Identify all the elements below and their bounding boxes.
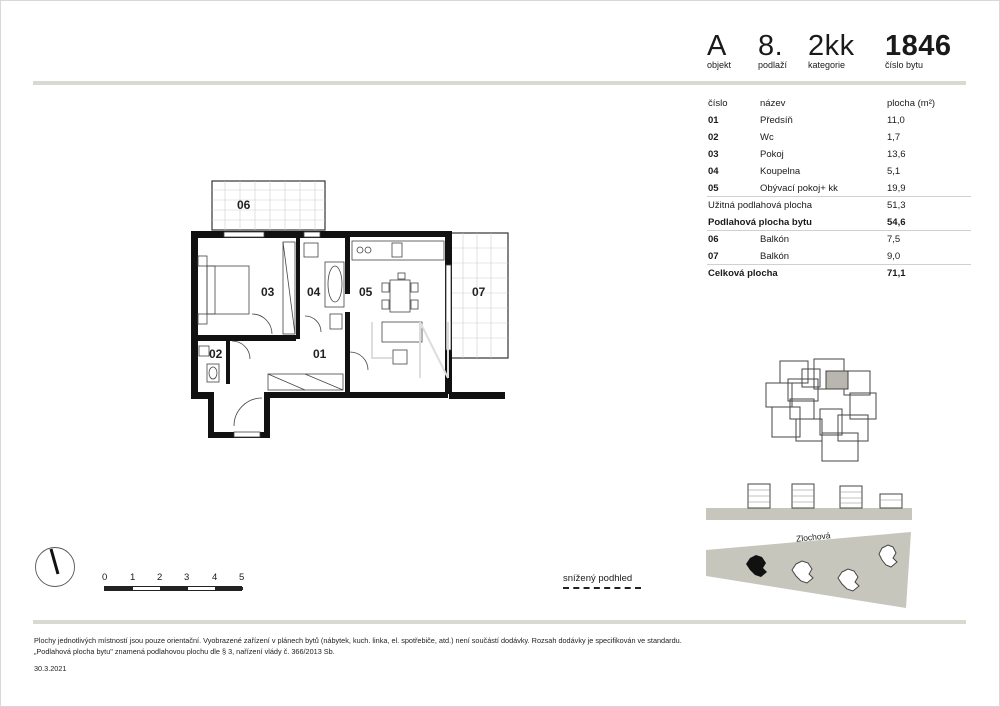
room-table xyxy=(707,95,971,282)
table-row xyxy=(707,146,971,163)
table-header xyxy=(707,95,971,112)
podlazi-value: 8. xyxy=(758,30,784,62)
kategorie-block xyxy=(808,30,855,71)
room-name: Wc xyxy=(760,132,774,143)
site-plan xyxy=(706,530,914,610)
elevation-diagram xyxy=(706,478,912,520)
podlahova-label: Podlahová plocha bytu xyxy=(708,217,812,228)
uzitna-value: 51,3 xyxy=(887,200,906,211)
cislo-bytu-value: 1846 xyxy=(885,30,952,62)
room-area: 13,6 xyxy=(887,149,906,160)
footer-date: 30.3.2021 xyxy=(34,664,67,673)
scale-bar xyxy=(104,586,242,591)
room-name: Předsíň xyxy=(760,115,793,126)
room-num: 07 xyxy=(708,251,719,262)
podlahova-plocha-row xyxy=(707,214,971,231)
label-04: 04 xyxy=(307,285,321,299)
room-area: 19,9 xyxy=(887,183,906,194)
watermark xyxy=(372,322,448,378)
room-num: 01 xyxy=(708,115,719,126)
cislo-bytu-label: číslo bytu xyxy=(885,60,924,70)
table-row xyxy=(707,180,971,197)
key-plan xyxy=(760,355,885,465)
uzitna-label: Užitná podlahová plocha xyxy=(708,200,813,211)
kategorie-label: kategorie xyxy=(808,60,846,70)
footer-rule xyxy=(33,620,966,624)
celkova-plocha-row xyxy=(707,265,971,282)
room-name: Balkón xyxy=(760,251,790,262)
kategorie-value: 2kk xyxy=(808,30,855,62)
scale-tick: 0 xyxy=(102,572,108,583)
celkova-value: 71,1 xyxy=(887,268,906,279)
room-num: 05 xyxy=(708,183,719,194)
room-num: 04 xyxy=(708,166,719,177)
scale-tick: 1 xyxy=(130,572,136,583)
scale-tick: 4 xyxy=(212,572,218,583)
label-05: 05 xyxy=(359,285,373,299)
objekt-block xyxy=(707,30,731,71)
podlazi-label: podlaží xyxy=(758,60,788,70)
footer-note-1: Plochy jednotlivých místností jsou pouze orientační. Vyobrazené zařízení v plánech bytů (nábytek, kuch. linka, el. spotřebiče, atd.) není součástí dodávky. Rozsah dodávky je specifikován ve standardu. xyxy=(34,636,682,645)
floor-plan xyxy=(180,175,520,445)
room-area: 11,0 xyxy=(887,115,905,126)
table-row xyxy=(707,248,971,265)
col-nazev: název xyxy=(760,98,786,109)
label-03: 03 xyxy=(261,285,275,299)
balcony-06 xyxy=(212,181,325,230)
label-07: 07 xyxy=(472,285,486,299)
compass xyxy=(33,545,77,589)
col-plocha: plocha (m²) xyxy=(887,98,936,109)
table-row xyxy=(707,231,971,248)
label-06: 06 xyxy=(237,198,251,212)
room-name: Pokoj xyxy=(760,149,784,160)
room-name: Koupelna xyxy=(760,166,801,177)
cislo-bytu-block xyxy=(885,30,952,71)
podlazi-block xyxy=(758,30,787,71)
room-num: 06 xyxy=(708,234,719,245)
objekt-label: objekt xyxy=(707,60,732,70)
podlahova-value: 54,6 xyxy=(887,217,906,228)
table-row xyxy=(707,129,971,146)
furniture xyxy=(198,232,451,437)
scale-tick: 5 xyxy=(239,572,245,583)
snizeny-podhled-label: snížený podhled xyxy=(563,573,633,584)
street-label: Zlochová xyxy=(795,530,831,544)
table-row xyxy=(707,112,971,129)
room-area: 1,7 xyxy=(887,132,901,143)
room-area: 7,5 xyxy=(887,234,901,245)
room-area: 9,0 xyxy=(887,251,901,262)
table-row xyxy=(707,163,971,180)
header-rule xyxy=(33,81,966,85)
key-plan-highlight xyxy=(826,371,848,389)
room-num: 02 xyxy=(708,132,719,143)
celkova-label: Celková plocha xyxy=(708,268,778,279)
scale-tick: 2 xyxy=(157,572,163,583)
room-name: Balkón xyxy=(760,234,790,245)
scale-tick: 3 xyxy=(184,572,190,583)
footer-note-2: „Podlahová plocha bytu" znamená podlahovou plochu dle § 3, nařízení vlády č. 366/2013 Sb. xyxy=(34,647,335,656)
room-name: Obývací pokoj+ kk xyxy=(760,183,838,194)
label-02: 02 xyxy=(209,347,223,361)
col-cislo: číslo xyxy=(708,98,728,109)
label-01: 01 xyxy=(313,347,327,361)
uzitna-plocha-row xyxy=(707,197,971,214)
room-area: 5,1 xyxy=(887,166,901,177)
snizeny-podhled-line xyxy=(563,587,641,589)
objekt-value: A xyxy=(707,30,727,62)
room-num: 03 xyxy=(708,149,719,160)
